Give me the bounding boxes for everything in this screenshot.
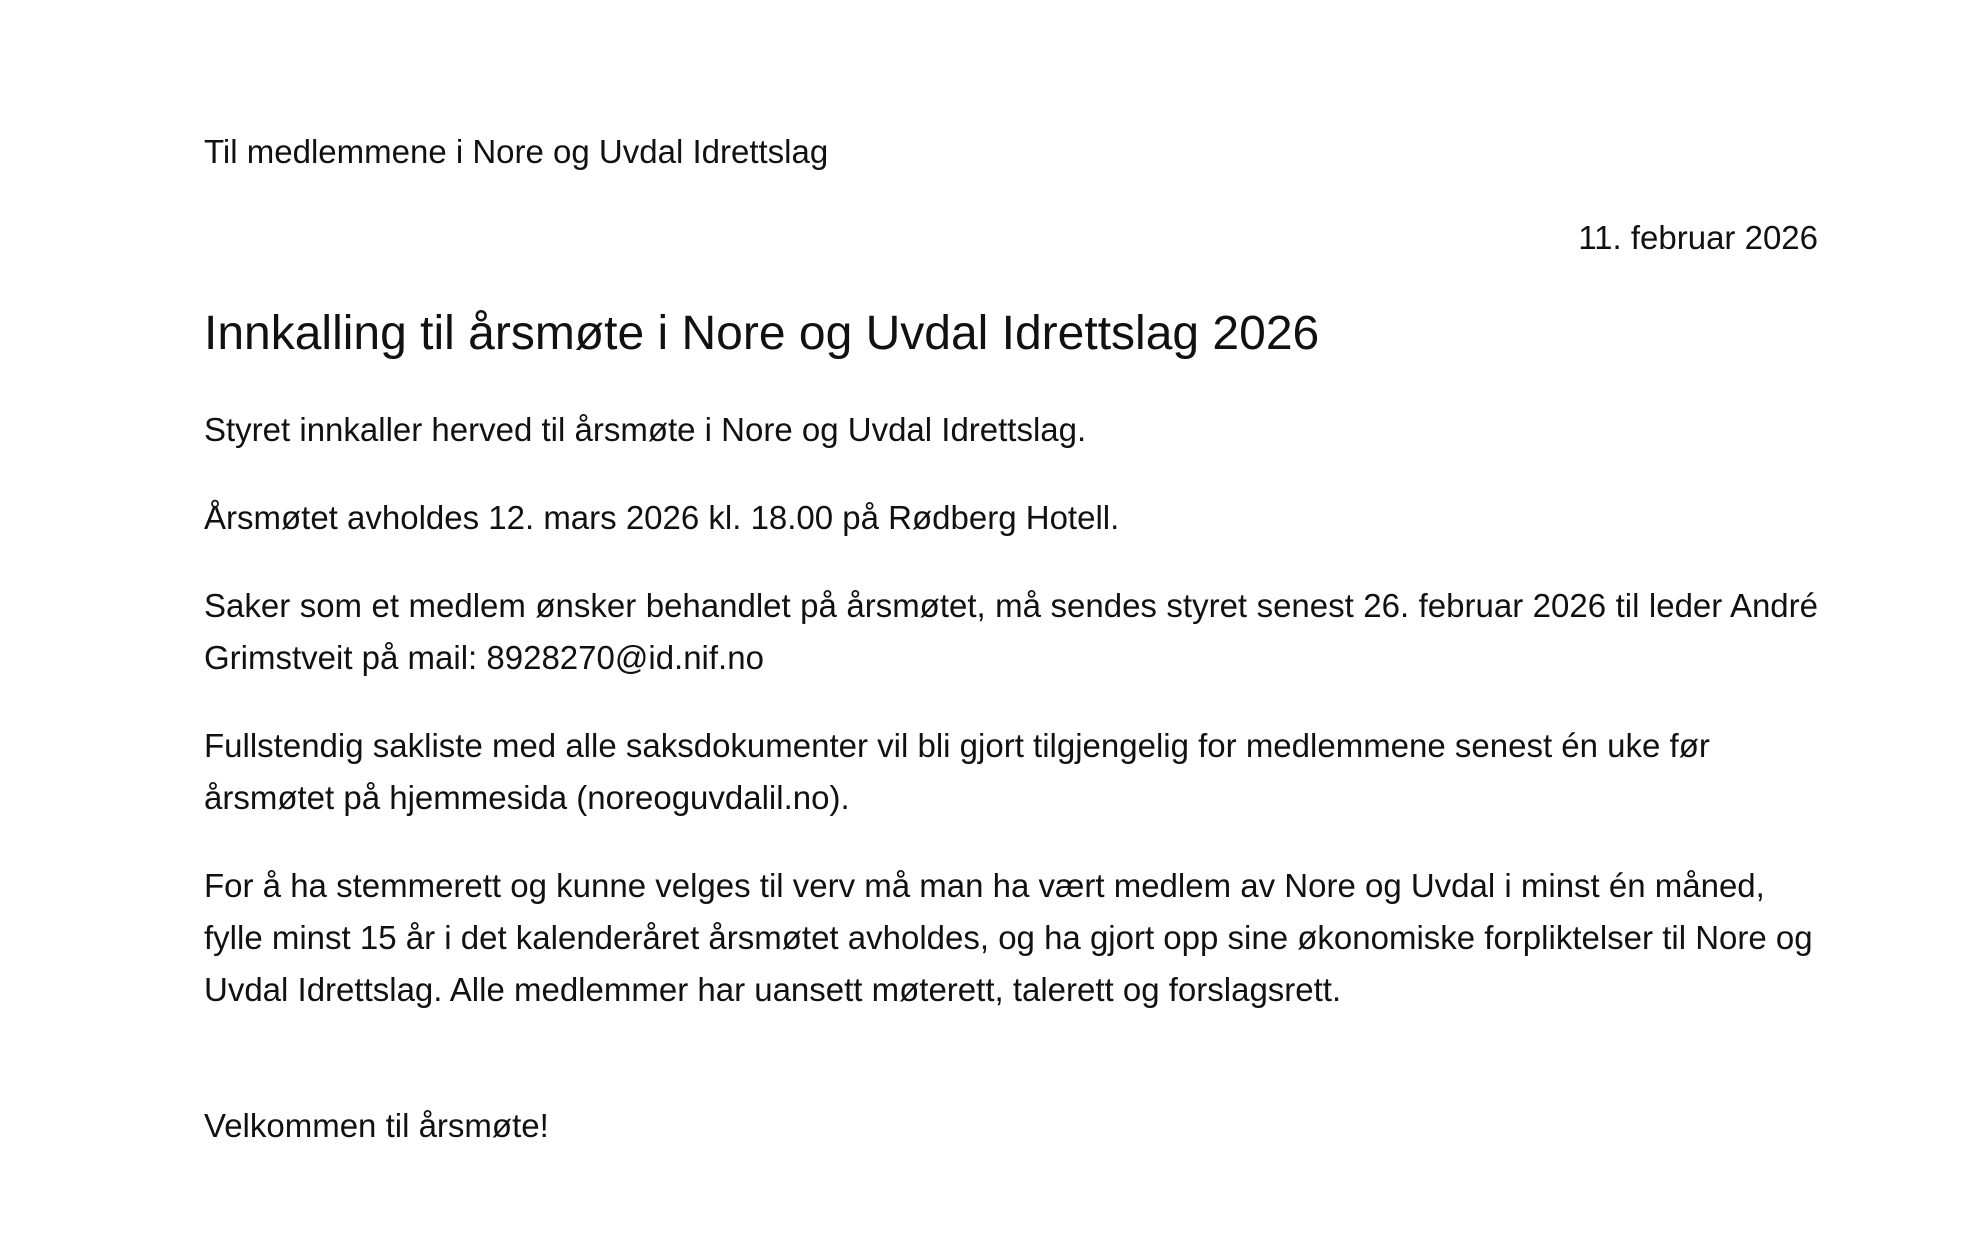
letter-date: 11. februar 2026	[1578, 219, 1818, 256]
closing-line: Velkommen til årsmøte!	[204, 1107, 549, 1144]
letter-title: Innkalling til årsmøte i Nore og Uvdal Idrettslag 2026	[204, 307, 1320, 360]
letter-body	[204, 130, 1818, 1152]
recipient-line: Til medlemmene i Nore og Uvdal Idrettslag	[204, 133, 829, 170]
paragraph-voting-rights: For å ha stemmerett og kunne velges til verv må man ha vært medlem av Nore og Uvdal i minst én måned, fylle minst 15 år i det kalenderåret årsmøtet avholdes, og ha gjort opp sine økonomiske forpliktelser til Nore og Uvdal Idrettslag. Alle medlemmer har uansett møterett, talerett og forslagsrett.	[204, 867, 1813, 1008]
paragraph-time-place: Årsmøtet avholdes 12. mars 2026 kl. 18.00 på Rødberg Hotell.	[204, 499, 1120, 536]
paragraph-submissions: Saker som et medlem ønsker behandlet på årsmøtet, må sendes styret senest 26. februar 2026 til leder André Grimstveit på mail: 8928270@id.nif.no	[204, 587, 1818, 676]
paragraph-invitation: Styret innkaller herved til årsmøte i Nore og Uvdal Idrettslag.	[204, 411, 1087, 448]
paragraph-documents: Fullstendig sakliste med alle saksdokumenter vil bli gjort tilgjengelig for medlemmene senest én uke før årsmøtet på hjemmesida (noreoguvdalil.no).	[204, 727, 1710, 816]
